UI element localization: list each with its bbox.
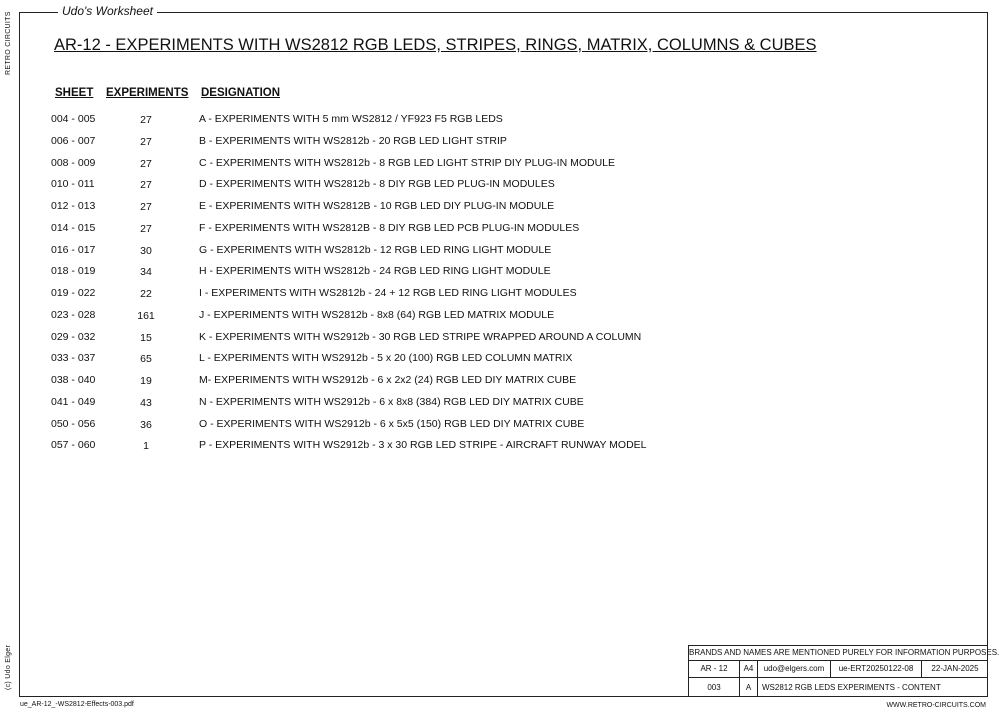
footer-website: WWW.RETRO-CIRCUITS.COM xyxy=(886,702,986,709)
experiments-cell: 27 xyxy=(140,114,152,126)
table-row xyxy=(0,347,1000,369)
footer-filename: ue_AR-12_-WS2812-Effects-003.pdf xyxy=(20,701,134,708)
sheet-cell: 050 - 056 xyxy=(51,417,96,430)
designation-cell: B - EXPERIMENTS WITH WS2812b - 20 RGB LED LIGHT STRIP xyxy=(199,134,507,147)
side-label-bottom: (c) Udo Elger xyxy=(5,644,12,690)
experiments-cell: 34 xyxy=(140,266,152,279)
sheet-cell: 014 - 015 xyxy=(51,221,96,234)
sheet-cell: 041 - 049 xyxy=(51,395,96,408)
table-row xyxy=(0,239,1000,261)
designation-cell: O - EXPERIMENTS WITH WS2912b - 6 x 5x5 (150) RGB LED DIY MATRIX CUBE xyxy=(199,417,585,430)
experiments-cell: 19 xyxy=(140,375,152,387)
sheet-title-cell: WS2812 RGB LEDS EXPERIMENTS - CONTENT xyxy=(762,683,941,692)
experiments-cell: 27 xyxy=(140,201,152,213)
sheet-cell: 038 - 040 xyxy=(51,374,96,386)
sheet-cell: 019 - 022 xyxy=(51,287,96,299)
sheet-cell: 033 - 037 xyxy=(51,352,96,365)
designation-cell: J - EXPERIMENTS WITH WS2812b - 8x8 (64) RGB LED MATRIX MODULE xyxy=(199,308,555,321)
table-row xyxy=(0,391,1000,413)
doc-id-cell: ue-ERT20250122-08 xyxy=(831,660,922,678)
experiments-cell: 27 xyxy=(140,157,152,170)
worksheet-label: Udo's Worksheet xyxy=(58,4,157,18)
sheet-number-cell: 003 xyxy=(689,678,740,697)
table-row xyxy=(0,413,1000,435)
table-row xyxy=(0,195,1000,217)
sheet-cell: 057 - 060 xyxy=(51,439,96,452)
table-row xyxy=(0,108,1000,130)
experiments-cell: 161 xyxy=(137,309,155,322)
experiments-cell: 22 xyxy=(140,288,152,300)
designation-cell: L - EXPERIMENTS WITH WS2912b - 5 x 20 (100) RGB LED COLUMN MATRIX xyxy=(199,352,573,365)
designation-cell: I - EXPERIMENTS WITH WS2812b - 24 + 12 RGB LED RING LIGHT MODULES xyxy=(199,287,577,299)
experiments-cell: 15 xyxy=(140,331,152,344)
sheet-cell: 016 - 017 xyxy=(51,243,96,256)
revision-cell: A xyxy=(740,678,758,697)
header-designation: DESIGNATION xyxy=(201,87,281,99)
experiments-cell: 27 xyxy=(140,179,152,192)
sheet-cell: 012 - 013 xyxy=(51,200,96,212)
table-row xyxy=(0,173,1000,195)
header-sheet: SHEET xyxy=(55,87,94,99)
designation-cell: E - EXPERIMENTS WITH WS2812B - 10 RGB LED DIY PLUG-IN MODULE xyxy=(199,200,555,212)
table-row xyxy=(0,217,1000,239)
table-row xyxy=(0,304,1000,326)
email-cell: udo@elgers.com xyxy=(758,660,831,678)
page-title: AR-12 - EXPERIMENTS WITH WS2812 RGB LEDS, STRIPES, RINGS, MATRIX, COLUMNS & CUBES xyxy=(54,36,817,54)
experiments-cell: 36 xyxy=(140,418,152,431)
side-label-top: RETRO CIRCUITS xyxy=(5,11,12,75)
designation-cell: N - EXPERIMENTS WITH WS2912b - 6 x 8x8 (384) RGB LED DIY MATRIX CUBE xyxy=(199,395,584,408)
table-row xyxy=(0,260,1000,282)
sheet-cell: 006 - 007 xyxy=(51,134,96,147)
table-row xyxy=(0,369,1000,391)
project-cell: AR - 12 xyxy=(689,660,740,678)
experiments-cell: 65 xyxy=(140,353,152,366)
title-block xyxy=(688,645,1000,697)
date-cell: 22-JAN-2025 xyxy=(922,660,988,678)
designation-cell: M- EXPERIMENTS WITH WS2912b - 6 x 2x2 (24) RGB LED DIY MATRIX CUBE xyxy=(199,374,577,386)
sheet-cell: 010 - 011 xyxy=(51,178,95,191)
sheet-cell: 029 - 032 xyxy=(51,330,96,343)
content-table xyxy=(0,108,1000,456)
info-notice: BRANDS AND NAMES ARE MENTIONED PURELY FOR INFORMATION PURPOSES. xyxy=(689,646,988,661)
designation-cell: P - EXPERIMENTS WITH WS2912b - 3 x 30 RGB LED STRIPE - AIRCRAFT RUNWAY MODEL xyxy=(199,439,647,452)
experiments-cell: 1 xyxy=(143,440,149,453)
table-row xyxy=(0,434,1000,456)
sheet-cell: 023 - 028 xyxy=(51,308,96,321)
designation-cell: H - EXPERIMENTS WITH WS2812b - 24 RGB LED RING LIGHT MODULE xyxy=(199,265,551,278)
table-row xyxy=(0,152,1000,174)
designation-cell: D - EXPERIMENTS WITH WS2812b - 8 DIY RGB LED PLUG-IN MODULES xyxy=(199,178,555,191)
header-experiments: EXPERIMENTS xyxy=(106,87,189,99)
designation-cell: K - EXPERIMENTS WITH WS2912b - 30 RGB LED STRIPE WRAPPED AROUND A COLUMN xyxy=(199,330,642,343)
sheet-cell: 018 - 019 xyxy=(51,265,96,278)
experiments-cell: 43 xyxy=(140,396,152,409)
designation-cell: A - EXPERIMENTS WITH 5 mm WS2812 / YF923 F5 RGB LEDS xyxy=(199,113,503,125)
designation-cell: C - EXPERIMENTS WITH WS2812b - 8 RGB LED LIGHT STRIP DIY PLUG-IN MODULE xyxy=(199,156,616,169)
experiments-cell: 27 xyxy=(140,135,152,148)
table-row xyxy=(0,130,1000,152)
sheet-cell: 008 - 009 xyxy=(51,156,96,169)
table-row xyxy=(0,282,1000,304)
experiments-cell: 27 xyxy=(140,222,152,235)
table-row xyxy=(0,326,1000,348)
sheet-cell: 004 - 005 xyxy=(51,113,96,125)
format-cell: A4 xyxy=(740,660,758,678)
designation-cell: G - EXPERIMENTS WITH WS2812b - 12 RGB LED RING LIGHT MODULE xyxy=(199,243,552,256)
designation-cell: F - EXPERIMENTS WITH WS2812B - 8 DIY RGB LED PCB PLUG-IN MODULES xyxy=(199,221,580,234)
experiments-cell: 30 xyxy=(140,244,152,257)
